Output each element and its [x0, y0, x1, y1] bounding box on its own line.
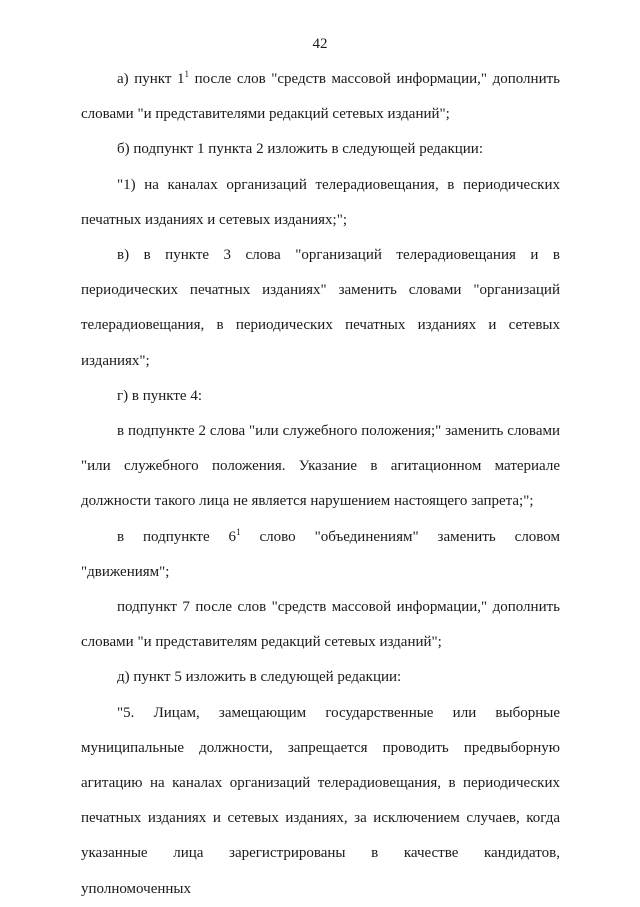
paragraph-g-subpoint-7: подпункт 7 после слов "средств массовой информации," дополнить словами "и представителям редакций сетевых изданий"; [81, 599, 560, 651]
document-body [81, 62, 560, 907]
paragraph-a-text-continued: после слов "средств массовой информации," дополнить словами "и представителями редакций сетевых изданий"; [81, 71, 560, 123]
paragraph-d: д) пункт 5 изложить в следующей редакции: [117, 669, 402, 686]
superscript-mark: 1 [236, 526, 241, 537]
paragraph-g-subpoint-6-1-text: в подпункте 6 [117, 528, 237, 545]
paragraph-g-subpoint-6-1 [81, 520, 560, 590]
paragraph-a-text: а) пункт 1 [117, 71, 185, 87]
paragraph-d-quote: "5. Лицам, замещающим государственные или выборные муниципальные должности, запрещается проводить предвыборную агитацию на каналах организаций телерадиовещания, в периодических печатных изданиях и сетевых изданиях, за исключением случаев, когда указанные лица зарегистрированы в качестве кандидатов, уполномоченных [81, 704, 560, 897]
paragraph-v: в) в пункте 3 слова "организаций телерадиовещания и в периодических печатных изданиях" заменить словами "организаций телерадиовещания, в периодических печатных изданиях и сетевых изданиях"; [81, 247, 560, 369]
superscript-mark: 1 [184, 69, 190, 79]
paragraph-g: г) в пункте 4: [117, 387, 203, 404]
paragraph-g-subpoint-6-1-text-continued: слово "объединениям" заменить словом "движениям"; [81, 528, 560, 580]
paragraph-b: б) подпункт 1 пункта 2 изложить в следующей редакции: [117, 141, 483, 158]
paragraph-g-subpoint-2: в подпункте 2 слова "или служебного положения;" заменить словами "или служебного положения. Указание в агитационном материале должности такого лица не является нарушением настоящего запрета;"; [81, 423, 560, 510]
paragraph-a [81, 62, 560, 132]
paragraph-b-quote: "1) на каналах организаций телерадиовещания, в периодических печатных изданиях и сетевых изданиях;"; [81, 176, 560, 228]
page-number: 42 [312, 36, 328, 52]
